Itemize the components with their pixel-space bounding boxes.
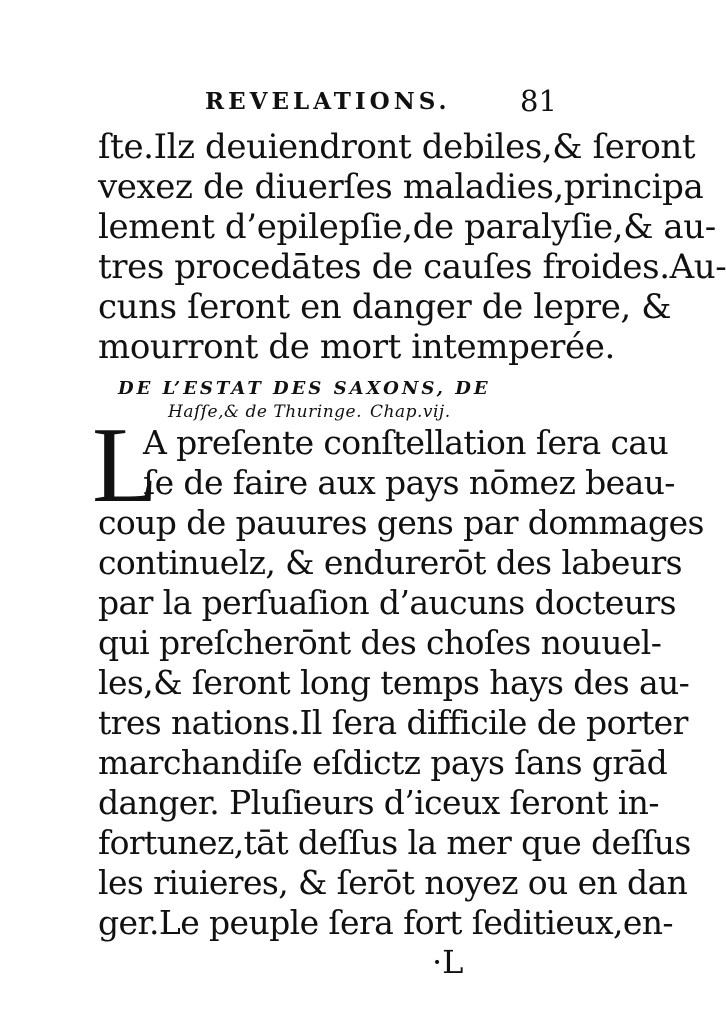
text-line: les riuieres, & ſerōt noyez ou en dan	[98, 863, 688, 902]
running-title: REVELATIONS.	[205, 88, 451, 115]
text-line: marchandiſe eſdictz pays ſans grād	[98, 743, 668, 782]
drop-capital: L	[92, 406, 158, 525]
text-line: ger.Le peuple ſera fort ſeditieux,en-	[98, 903, 673, 942]
page-number: 81	[520, 84, 557, 118]
text-line: vexez de diuerſes maladies,principa	[98, 167, 704, 207]
chapter-number: Chap.vij.	[370, 402, 451, 422]
text-line: coup de pauures gens par dommages	[98, 503, 704, 542]
text-line: qui preſcherōnt des choſes nouuel-	[98, 623, 662, 662]
chapter-title: DE L’ESTAT DES SAXONS, DE	[118, 378, 491, 399]
text-line: tres nations.Il ſera difficile de porter	[98, 703, 688, 742]
text-line: cuns ſeront en danger de lepre, &	[98, 287, 672, 327]
text-line: lement d’epilepſie,de paralyſie,& au-	[98, 207, 716, 247]
text-line: danger. Pluſieurs d’iceux ſeront in-	[98, 783, 659, 822]
text-line: par la perſuaſion d’aucuns docteurs	[98, 583, 676, 622]
text-line: ſe de faire aux pays nōmez beau-	[143, 463, 675, 502]
text-line: continuelz, & endurerōt des labeurs	[98, 543, 683, 582]
text-line: les,& ſeront long temps hays des au-	[98, 663, 690, 702]
chapter-subtitle: Haſſe,& de Thuringe.	[168, 402, 362, 422]
text-line: A preſente conſtellation ſera cau	[143, 423, 669, 462]
text-line: fortunez,tāt deſſus la mer que deſſus	[98, 823, 691, 862]
text-line: mourront de mort intemperée.	[98, 327, 615, 367]
catchword: ·L	[432, 943, 464, 981]
text-line: ſte.Ilz deuiendront debiles,& ſeront	[98, 127, 696, 167]
text-line: tres procedātes de cauſes froides.Au-	[98, 247, 726, 287]
